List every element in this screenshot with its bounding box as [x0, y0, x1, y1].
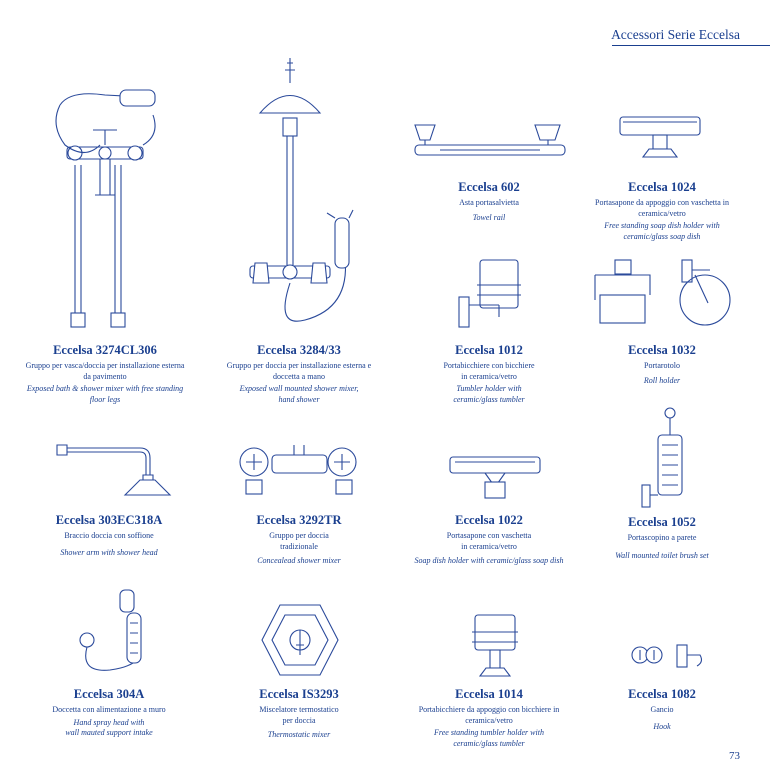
product-name: Eccelsa 602 — [458, 180, 520, 194]
header-rule — [612, 45, 770, 46]
product-name: Eccelsa 3274CL306 — [53, 343, 157, 357]
product-description-it: Gruppo per vasca/doccia per installazione esterna da pavimento — [25, 361, 185, 381]
product-description-en: Tumbler holder with ceramic/glass tumbler — [453, 384, 525, 404]
product-card-1022 — [394, 513, 584, 567]
tumbler-holder-illustration — [455, 255, 525, 330]
product-card-1024 — [567, 180, 757, 242]
exposed-shower-mixer-illustration — [235, 58, 355, 328]
product-description-en: Exposed bath & shower mixer with free standing floor legs — [26, 384, 184, 404]
product-description-en: Hook — [653, 721, 671, 731]
product-description-it: Gruppo per doccia per installazione esterna e doccetta a mano — [226, 361, 372, 381]
product-card-1014 — [394, 687, 584, 749]
product-description-it: Portasapone da appoggio con vaschetta in ceramica/vetro — [595, 198, 729, 218]
product-description-it: Portasapone con vaschetta in ceramica/vetro — [446, 531, 532, 551]
product-description-it: Asta portasalvietta — [459, 198, 519, 207]
product-card-3284-33 — [204, 343, 394, 405]
thermostatic-mixer-illustration — [260, 600, 340, 680]
product-name: Eccelsa 1012 — [455, 343, 523, 357]
product-description-en: Roll holder — [643, 375, 681, 385]
product-description-en: Concealead shower mixer — [257, 556, 341, 565]
bath-shower-mixer-illustration — [45, 85, 165, 335]
product-description-en: Hand spray head with wall mauted support intake — [65, 717, 153, 737]
hand-spray-wall-intake-illustration — [75, 588, 165, 678]
product-description-en: Exposed wall mounted shower mixer, hand shower — [239, 384, 359, 404]
product-card-is3293 — [204, 687, 394, 741]
product-name: Eccelsa 3292TR — [256, 513, 342, 527]
towel-rail-illustration — [410, 120, 570, 165]
product-card-304a — [14, 687, 204, 739]
toilet-brush-holder-illustration — [640, 405, 700, 510]
product-description-it: Gruppo per doccia tradizionale — [269, 531, 329, 551]
product-name: Eccelsa 1052 — [628, 515, 696, 529]
product-card-602 — [394, 180, 584, 223]
product-description-en: Free standing soap dish holder with ceramic/glass soap dish — [604, 221, 720, 241]
product-card-1052 — [567, 515, 757, 561]
page-header-title: Accessori Serie Eccelsa — [611, 27, 740, 42]
product-description-en: Towel rail — [472, 212, 506, 222]
concealed-shower-mixer-illustration — [232, 440, 362, 500]
product-description-it: Portabicchiere da appoggio con bicchiere in ceramica/vetro — [418, 705, 560, 725]
product-name: Eccelsa 1014 — [455, 687, 523, 701]
product-description-it: Portascopino a parete — [627, 533, 697, 542]
product-card-303ec318a — [14, 513, 204, 558]
hook-illustration — [622, 640, 707, 675]
product-name: Eccelsa 304A — [73, 687, 145, 701]
free-standing-tumbler-illustration — [470, 610, 520, 680]
product-description-en: Soap dish holder with ceramic/glass soap dish — [414, 556, 564, 565]
product-card-1032 — [567, 343, 757, 386]
product-card-1082 — [567, 687, 757, 732]
product-name: Eccelsa 1024 — [628, 180, 696, 194]
product-description-en: Wall mounted toilet brush set — [615, 550, 709, 560]
product-description-it: Gancio — [650, 705, 674, 714]
product-description-it: Doccetta con alimentazione a muro — [52, 705, 166, 714]
product-description-it: Miscelatore termostatico per doccia — [259, 705, 339, 725]
product-name: Eccelsa 1022 — [455, 513, 523, 527]
product-name: Eccelsa 303EC318A — [55, 513, 163, 527]
product-name: Eccelsa IS3293 — [259, 687, 339, 701]
soap-dish-stand-illustration — [615, 112, 705, 162]
product-description-it: Portabicchiere con bicchiere in ceramica/vetro — [443, 361, 535, 381]
product-description-en: Shower arm with shower head — [60, 547, 158, 557]
product-name: Eccelsa 1032 — [628, 343, 696, 357]
page-number: 73 — [729, 750, 740, 762]
product-description-it: Portarotolo — [644, 361, 680, 370]
product-description-en: Free standing tumbler holder with ceramic/glass tumbler — [434, 728, 544, 748]
product-description-en: Thermostatic mixer — [267, 730, 331, 739]
product-card-3274cl306 — [10, 343, 200, 405]
shower-arm-illustration — [55, 440, 175, 500]
product-name: Eccelsa 1082 — [628, 687, 696, 701]
product-name: Eccelsa 3284/33 — [257, 343, 341, 357]
product-card-1012 — [394, 343, 584, 405]
product-card-3292tr — [204, 513, 394, 567]
wall-soap-dish-illustration — [445, 452, 545, 502]
product-description-it: Braccio doccia con soffione — [64, 531, 154, 540]
roll-holder-illustration — [590, 255, 735, 330]
